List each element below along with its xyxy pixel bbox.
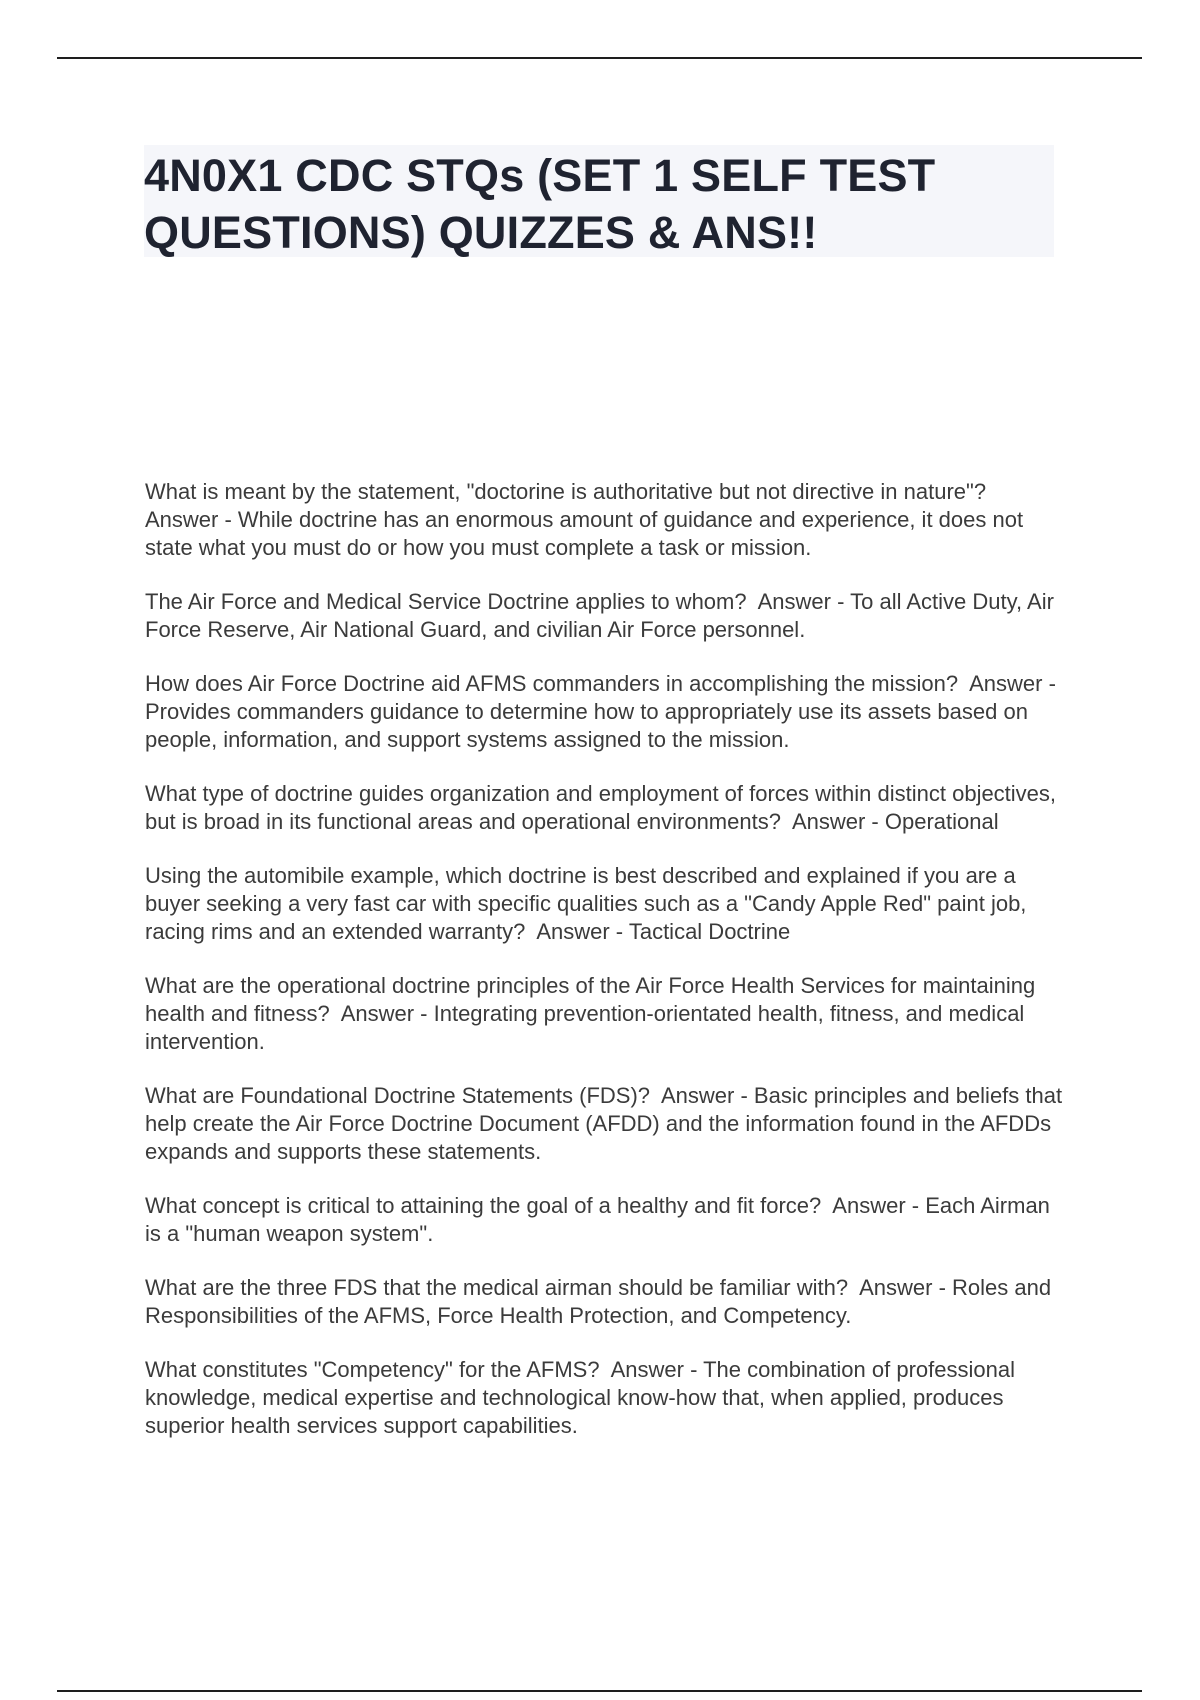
qa-item: Using the automibile example, which doctrine is best described and explained if you are a buyer seeking a very fast car with specific qualities such as a "Candy Apple Red" paint job, racing rims and an extended warranty? Answer - Tactical Doctrine bbox=[145, 863, 1033, 944]
document-title: 4N0X1 CDC STQs (SET 1 SELF TEST QUESTIONS) QUIZZES & ANS!! bbox=[144, 150, 936, 258]
qa-item: What is meant by the statement, "doctorine is authoritative but not directive in nature"? Answer - While doctrine has an enormous amount of guidance and experience, it does not state what you must do or how you must complete a task or mission. bbox=[145, 479, 1030, 560]
qa-item: What are the three FDS that the medical airman should be familiar with? Answer - Roles and Responsibilities of the AFMS, Force Health Protection, and Competency. bbox=[145, 1275, 1058, 1328]
qa-item: What constitutes "Competency" for the AFMS? Answer - The combination of professional knowledge, medical expertise and technological know-how that, when applied, produces superior health services support capabilities. bbox=[145, 1357, 1022, 1438]
qa-item: How does Air Force Doctrine aid AFMS commanders in accomplishing the mission? Answer - Provides commanders guidance to determine how to appropriately use its assets based on people, information, and support systems assigned to the mission. bbox=[145, 671, 1063, 752]
qa-item: The Air Force and Medical Service Doctrine applies to whom? Answer - To all Active Duty, Air Force Reserve, Air National Guard, and civilian Air Force personnel. bbox=[145, 589, 1061, 642]
qa-item: What concept is critical to attaining the goal of a healthy and fit force? Answer - Each Airman is a "human weapon system". bbox=[145, 1193, 1057, 1246]
qa-item: What are the operational doctrine principles of the Air Force Health Services for maintaining health and fitness? Answer - Integrating prevention-orientated health, fitness, and medical intervention. bbox=[145, 973, 1042, 1054]
qa-item: What type of doctrine guides organization and employment of forces within distinct objectives, but is broad in its functional areas and operational environments? Answer - Operational bbox=[145, 781, 1063, 834]
bottom-divider bbox=[57, 1690, 1142, 1692]
top-divider bbox=[57, 57, 1142, 59]
qa-list bbox=[145, 478, 1069, 1466]
title-banner bbox=[144, 145, 1054, 257]
qa-item: What are Foundational Doctrine Statements (FDS)? Answer - Basic principles and beliefs that help create the Air Force Doctrine Document (AFDD) and the information found in the AFDDs expands and supports these statements. bbox=[145, 1083, 1069, 1164]
